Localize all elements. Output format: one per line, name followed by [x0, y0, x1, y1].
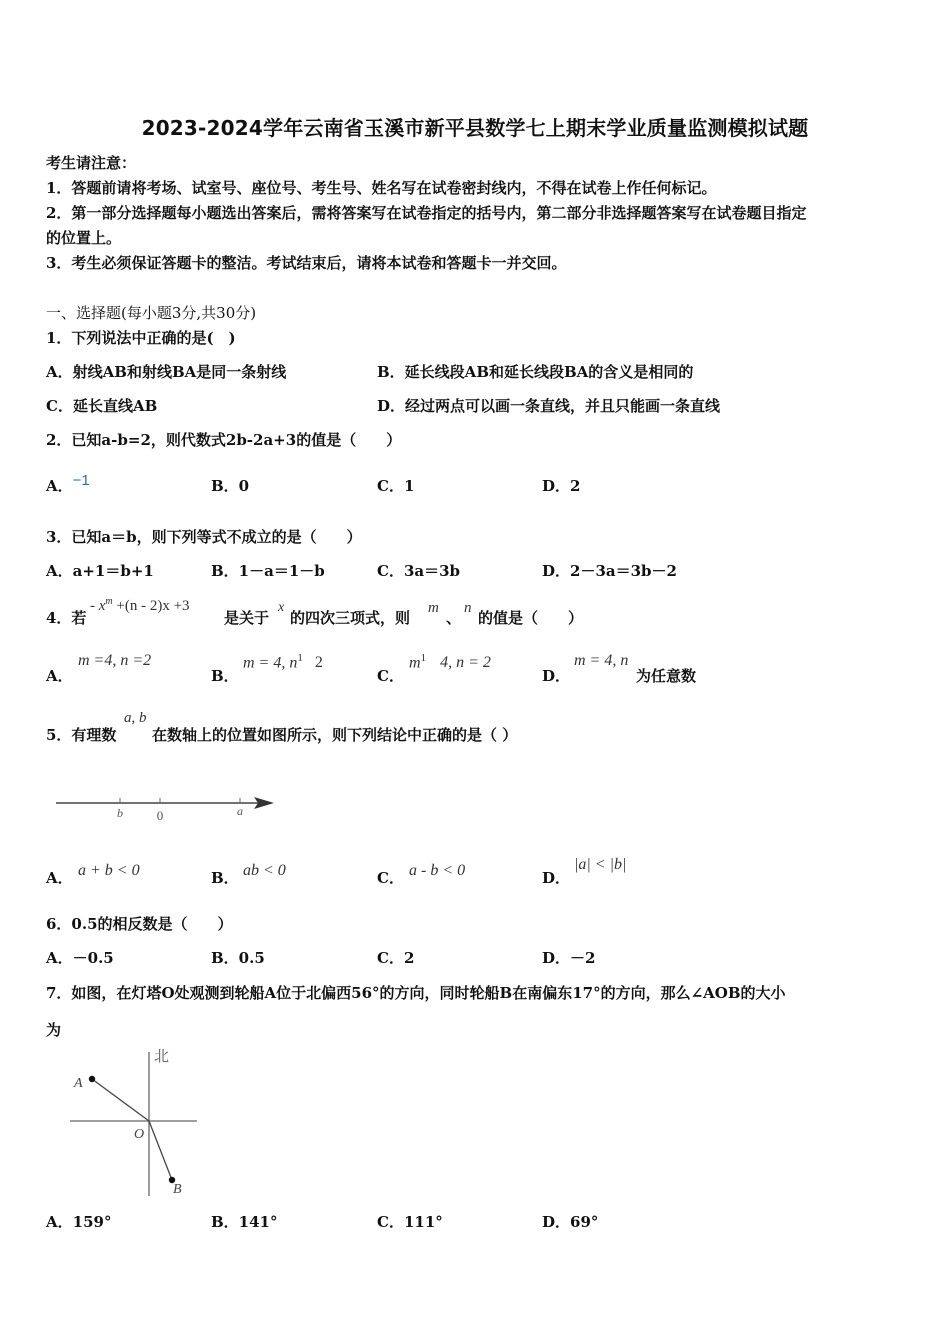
q4-expr-head: - x: [90, 598, 106, 614]
label-b: B: [173, 1182, 182, 1197]
section-heading: 一、选择题(每小题3分,共30分): [46, 304, 257, 322]
notice-line-4: 3．考生必须保证答题卡的整洁。考试结束后，请将本试卷和答题卡一并交回。: [46, 254, 567, 272]
q4-var-n: n: [464, 600, 472, 616]
q7-stem-2: 为: [46, 1021, 62, 1039]
point-a: [89, 1076, 95, 1082]
q4-var-m: m: [428, 600, 439, 616]
q4-b-sup: 1: [297, 652, 303, 664]
notice-heading: 考生请注意：: [46, 154, 137, 172]
q4-b-main: m = 4, n: [243, 654, 298, 672]
q2-stem: 2．已知a-b=2，则代数式2b-2a+3的值是（ ）: [46, 431, 402, 449]
q5-prefix: 5．有理数: [46, 726, 117, 744]
q4-option-d-value: m = 4, n: [574, 652, 629, 669]
ray-oa: [92, 1079, 149, 1121]
q4-mid: 是关于: [224, 609, 270, 627]
q4-option-c-label: C．: [377, 667, 404, 685]
q7-option-d: D．69°: [542, 1213, 599, 1231]
q4-option-d-label: D．: [542, 667, 571, 685]
page-title: 2023-2024学年云南省玉溪市新平县数学七上期末学业质量监测模拟试题: [141, 116, 809, 140]
q3-option-d: D．2－3a＝3b－2: [542, 562, 677, 580]
q2-option-c: C．1: [377, 477, 415, 495]
q4-option-a-value: m =4, n =2: [78, 652, 152, 669]
q5-option-a-value: a + b < 0: [78, 862, 140, 879]
q6-option-b: B．0.5: [211, 949, 265, 967]
q5-suffix: 在数轴上的位置如图所示，则下列结论中正确的是（ ）: [152, 726, 518, 744]
q5-option-b-value: ab < 0: [243, 862, 286, 879]
q6-option-d: D．－2: [542, 949, 596, 967]
q3-option-b: B．1－a＝1－b: [211, 562, 325, 580]
q6-option-a: A．－0.5: [46, 949, 114, 967]
label-a: A: [74, 1076, 83, 1091]
q7-option-a: A．159°: [46, 1213, 112, 1231]
q4-mid2: 的四次三项式，则: [290, 609, 411, 627]
q4-expression: [90, 596, 190, 615]
q4-b-tail: 2: [314, 654, 323, 672]
q4-c-sup: 1: [420, 652, 427, 664]
q3-stem: 3．已知a＝b，则下列等式不成立的是（ ）: [46, 528, 362, 546]
q4-sep: 、: [446, 609, 462, 627]
q2-option-d: D．2: [542, 477, 581, 495]
notice-line-2: 2．第一部分选择题每小题选出答案后，需将答案写在试卷指定的括号内，第二部分非选择题答案写在试卷题目指定: [46, 204, 807, 222]
q1-stem: 1．下列说法中正确的是( ): [46, 329, 236, 347]
q1-option-c: C．延长直线AB: [46, 397, 158, 415]
q5-option-b-label: B．: [211, 869, 239, 887]
label-b: b: [117, 806, 123, 820]
q4-var-x: x: [278, 600, 285, 615]
q4-suffix: 的值是（ ）: [478, 609, 584, 627]
q4-option-b-value: [243, 652, 323, 672]
q7-option-c: C．111°: [377, 1213, 443, 1231]
q2-option-b: B．0: [211, 477, 250, 495]
number-line-figure: [50, 788, 282, 828]
q2-option-a-label: A．: [46, 477, 73, 495]
q5-option-d-value: |a| < |b|: [574, 856, 627, 873]
q1-option-b: B．延长线段AB和延长线段BA的含义是相同的: [377, 363, 694, 381]
north-label: 北: [154, 1047, 170, 1065]
ray-ob: [149, 1121, 172, 1180]
notice-line-1: 1．答题前请将考场、试室号、座位号、考生号、姓名写在试卷密封线内，不得在试卷上作任何标记。: [46, 179, 717, 197]
compass-figure: [66, 1042, 206, 1202]
q1-option-d: D．经过两点可以画一条直线，并且只能画一条直线: [377, 397, 721, 415]
label-zero: 0: [156, 808, 164, 823]
q4-c-main: m: [409, 654, 421, 672]
label-a: a: [237, 804, 243, 818]
q2-option-a-value: −1: [72, 472, 90, 489]
q4-option-d-tail: 为任意数: [636, 667, 697, 685]
label-o: O: [134, 1127, 145, 1142]
q3-option-a: A．a+1＝b+1: [46, 562, 154, 580]
q1-option-a: A．射线AB和射线BA是同一条射线: [46, 363, 287, 381]
q4-option-c-value: [409, 652, 491, 672]
q5-option-c-label: C．: [377, 869, 404, 887]
q7-stem: 7．如图，在灯塔O处观测到轮船A位于北偏西56°的方向，同时轮船B在南偏东17°的方向，那么∠AOB的大小: [46, 984, 786, 1002]
q4-expr-sup: m: [105, 596, 113, 607]
q6-stem: 6．0.5的相反数是（ ）: [46, 915, 233, 933]
q5-vars: a, b: [124, 710, 147, 726]
q4-prefix: 4．若: [46, 609, 87, 627]
q4-c-tail: 4, n = 2: [440, 654, 491, 672]
q4-expr-rest: +(n - 2)x +3: [112, 598, 190, 614]
q6-option-c: C．2: [377, 949, 415, 967]
notice-line-3: 的位置上。: [46, 229, 122, 247]
q5-option-a-label: A．: [46, 869, 73, 887]
q2-option-a: [46, 472, 90, 496]
q7-option-b: B．141°: [211, 1213, 278, 1231]
q4-option-a-label: A．: [46, 667, 73, 685]
q5-option-c-value: a - b < 0: [409, 862, 466, 879]
q5-option-d-label: D．: [542, 869, 571, 887]
q3-option-c: C．3a＝3b: [377, 562, 461, 580]
q4-option-b-label: B．: [211, 667, 239, 685]
